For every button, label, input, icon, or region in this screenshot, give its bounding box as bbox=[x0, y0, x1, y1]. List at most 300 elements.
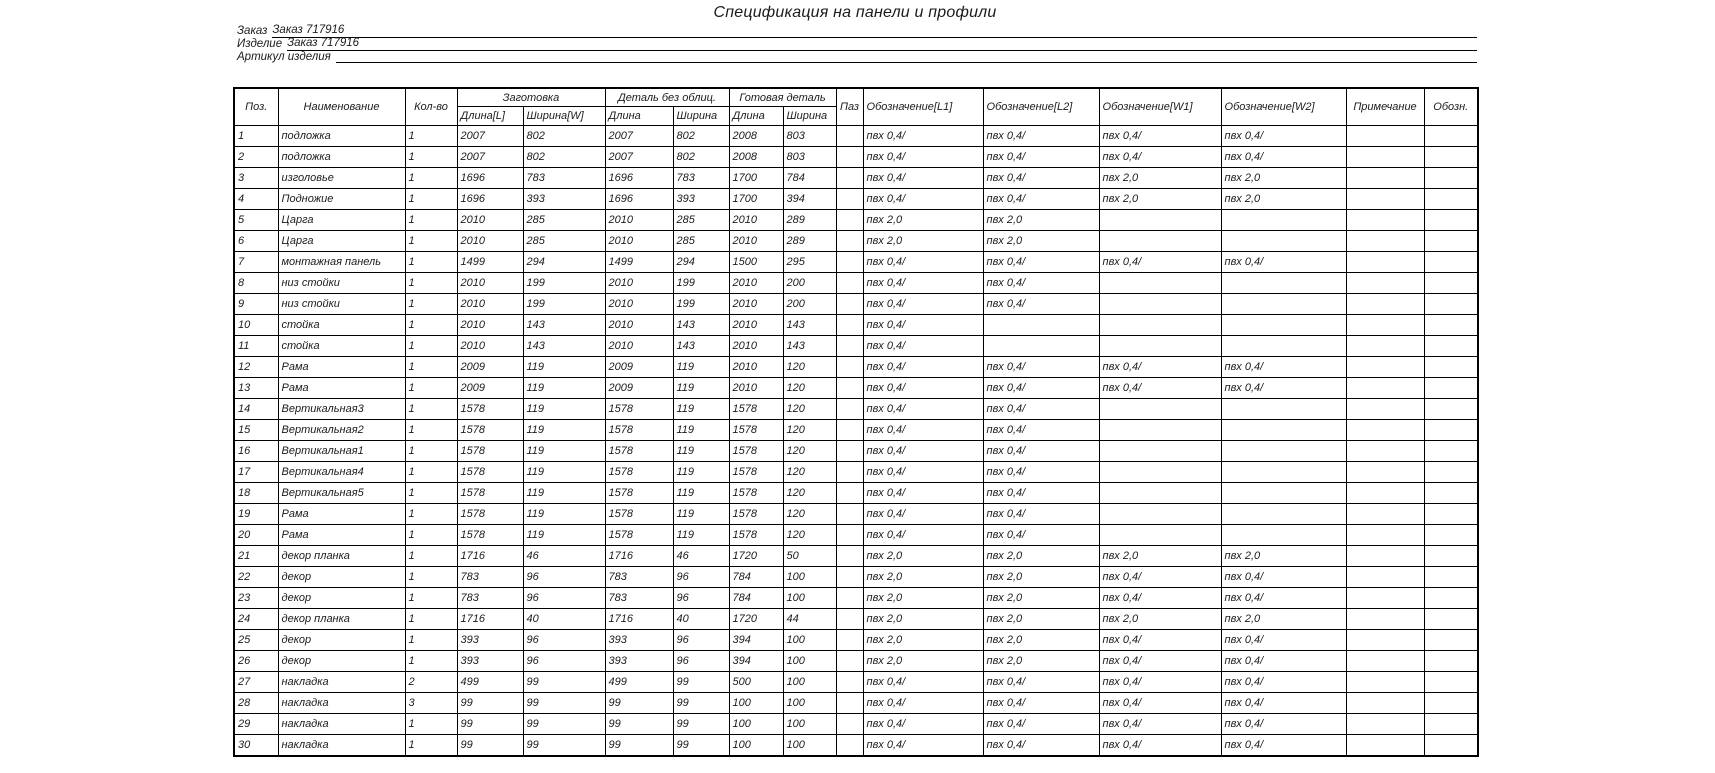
cell-note bbox=[1346, 609, 1424, 630]
cell-note bbox=[1346, 441, 1424, 462]
cell-blank-width: 119 bbox=[523, 504, 605, 525]
cell-detail-length: 2009 bbox=[605, 357, 673, 378]
cell-detail-width: 96 bbox=[673, 567, 729, 588]
cell-detail-length: 99 bbox=[605, 693, 673, 714]
cell-detail-length: 2010 bbox=[605, 336, 673, 357]
header-group-ready: Готовая деталь bbox=[729, 88, 836, 107]
cell-detail-width: 199 bbox=[673, 273, 729, 294]
cell-name: низ стойки bbox=[278, 273, 405, 294]
cell-pos: 21 bbox=[234, 546, 278, 567]
cell-mark-w1 bbox=[1099, 462, 1221, 483]
cell-obozn bbox=[1424, 504, 1478, 525]
cell-pos: 23 bbox=[234, 588, 278, 609]
cell-blank-width: 393 bbox=[523, 189, 605, 210]
cell-ready-width: 120 bbox=[783, 378, 836, 399]
cell-ready-length: 1578 bbox=[729, 462, 783, 483]
article-line bbox=[237, 51, 1477, 64]
table-row bbox=[234, 315, 1478, 336]
cell-ready-length: 1578 bbox=[729, 483, 783, 504]
cell-detail-width: 99 bbox=[673, 672, 729, 693]
cell-ready-width: 784 bbox=[783, 168, 836, 189]
cell-mark-l1: пвх 0,4/ bbox=[863, 252, 983, 273]
cell-name: Вертикальная3 bbox=[278, 399, 405, 420]
cell-mark-l1: пвх 0,4/ bbox=[863, 336, 983, 357]
cell-ready-width: 100 bbox=[783, 651, 836, 672]
cell-obozn bbox=[1424, 483, 1478, 504]
cell-obozn bbox=[1424, 147, 1478, 168]
table-row bbox=[234, 168, 1478, 189]
header-qty: Кол-во bbox=[405, 88, 457, 126]
cell-qty: 1 bbox=[405, 126, 457, 147]
cell-mark-w1 bbox=[1099, 441, 1221, 462]
cell-paz bbox=[836, 147, 863, 168]
cell-pos: 12 bbox=[234, 357, 278, 378]
cell-name: низ стойки bbox=[278, 294, 405, 315]
cell-ready-width: 100 bbox=[783, 630, 836, 651]
cell-blank-length: 1578 bbox=[457, 399, 523, 420]
cell-blank-width: 119 bbox=[523, 525, 605, 546]
cell-mark-l1: пвх 0,4/ bbox=[863, 441, 983, 462]
cell-detail-width: 199 bbox=[673, 294, 729, 315]
cell-note bbox=[1346, 147, 1424, 168]
table-row bbox=[234, 630, 1478, 651]
cell-ready-width: 100 bbox=[783, 735, 836, 757]
cell-blank-width: 99 bbox=[523, 735, 605, 757]
cell-mark-w2: пвх 2,0 bbox=[1221, 546, 1346, 567]
cell-ready-length: 2008 bbox=[729, 147, 783, 168]
table-row bbox=[234, 462, 1478, 483]
cell-note bbox=[1346, 714, 1424, 735]
header-note: Примечание bbox=[1346, 88, 1424, 126]
product-label: Изделие bbox=[237, 38, 283, 50]
cell-mark-l1: пвх 0,4/ bbox=[863, 126, 983, 147]
cell-mark-l1: пвх 0,4/ bbox=[863, 420, 983, 441]
cell-obozn bbox=[1424, 693, 1478, 714]
cell-paz bbox=[836, 462, 863, 483]
cell-mark-l2: пвх 2,0 bbox=[983, 588, 1099, 609]
cell-blank-width: 119 bbox=[523, 399, 605, 420]
cell-mark-l1: пвх 0,4/ bbox=[863, 735, 983, 757]
cell-obozn bbox=[1424, 357, 1478, 378]
cell-detail-length: 1578 bbox=[605, 462, 673, 483]
cell-mark-w2 bbox=[1221, 231, 1346, 252]
cell-blank-width: 119 bbox=[523, 357, 605, 378]
cell-blank-length: 2010 bbox=[457, 294, 523, 315]
cell-paz bbox=[836, 273, 863, 294]
cell-mark-w1: пвх 0,4/ bbox=[1099, 630, 1221, 651]
cell-qty: 1 bbox=[405, 315, 457, 336]
cell-pos: 29 bbox=[234, 714, 278, 735]
cell-mark-w1 bbox=[1099, 315, 1221, 336]
cell-mark-l2: пвх 0,4/ bbox=[983, 504, 1099, 525]
cell-obozn bbox=[1424, 567, 1478, 588]
cell-blank-length: 2007 bbox=[457, 147, 523, 168]
cell-qty: 1 bbox=[405, 189, 457, 210]
cell-note bbox=[1346, 735, 1424, 757]
table-row bbox=[234, 189, 1478, 210]
cell-qty: 1 bbox=[405, 567, 457, 588]
cell-obozn bbox=[1424, 462, 1478, 483]
cell-note bbox=[1346, 651, 1424, 672]
cell-paz bbox=[836, 714, 863, 735]
cell-mark-l1: пвх 0,4/ bbox=[863, 189, 983, 210]
cell-ready-length: 1700 bbox=[729, 168, 783, 189]
cell-mark-w2: пвх 0,4/ bbox=[1221, 693, 1346, 714]
cell-name: декор bbox=[278, 651, 405, 672]
cell-mark-w2 bbox=[1221, 315, 1346, 336]
cell-detail-width: 46 bbox=[673, 546, 729, 567]
order-line bbox=[237, 25, 1477, 38]
cell-pos: 8 bbox=[234, 273, 278, 294]
table-row bbox=[234, 567, 1478, 588]
cell-mark-w2 bbox=[1221, 462, 1346, 483]
cell-mark-w1: пвх 0,4/ bbox=[1099, 735, 1221, 757]
cell-detail-length: 2010 bbox=[605, 273, 673, 294]
cell-paz bbox=[836, 483, 863, 504]
cell-detail-width: 96 bbox=[673, 630, 729, 651]
cell-note bbox=[1346, 315, 1424, 336]
cell-blank-length: 1578 bbox=[457, 483, 523, 504]
cell-paz bbox=[836, 168, 863, 189]
cell-mark-w2: пвх 0,4/ bbox=[1221, 126, 1346, 147]
cell-mark-w1: пвх 0,4/ bbox=[1099, 378, 1221, 399]
cell-ready-length: 784 bbox=[729, 588, 783, 609]
cell-detail-length: 1578 bbox=[605, 525, 673, 546]
cell-note bbox=[1346, 378, 1424, 399]
cell-paz bbox=[836, 630, 863, 651]
cell-detail-width: 783 bbox=[673, 168, 729, 189]
cell-obozn bbox=[1424, 735, 1478, 757]
cell-ready-width: 120 bbox=[783, 357, 836, 378]
cell-note bbox=[1346, 525, 1424, 546]
cell-qty: 1 bbox=[405, 399, 457, 420]
cell-mark-w2: пвх 0,4/ bbox=[1221, 252, 1346, 273]
cell-obozn bbox=[1424, 252, 1478, 273]
cell-detail-length: 1578 bbox=[605, 399, 673, 420]
cell-mark-l1: пвх 2,0 bbox=[863, 231, 983, 252]
cell-paz bbox=[836, 399, 863, 420]
cell-blank-length: 2009 bbox=[457, 357, 523, 378]
cell-detail-length: 1716 bbox=[605, 546, 673, 567]
header-pos: Поз. bbox=[234, 88, 278, 126]
cell-mark-w1: пвх 2,0 bbox=[1099, 609, 1221, 630]
cell-ready-width: 50 bbox=[783, 546, 836, 567]
cell-paz bbox=[836, 231, 863, 252]
spec-table bbox=[233, 87, 1479, 757]
cell-ready-length: 100 bbox=[729, 693, 783, 714]
cell-detail-length: 783 bbox=[605, 588, 673, 609]
table-row bbox=[234, 483, 1478, 504]
cell-blank-width: 199 bbox=[523, 273, 605, 294]
cell-blank-width: 783 bbox=[523, 168, 605, 189]
cell-ready-width: 120 bbox=[783, 525, 836, 546]
cell-blank-length: 2007 bbox=[457, 126, 523, 147]
cell-mark-l2: пвх 0,4/ bbox=[983, 462, 1099, 483]
cell-detail-width: 119 bbox=[673, 399, 729, 420]
cell-ready-width: 120 bbox=[783, 504, 836, 525]
cell-qty: 1 bbox=[405, 273, 457, 294]
cell-paz bbox=[836, 210, 863, 231]
cell-blank-length: 783 bbox=[457, 567, 523, 588]
cell-name: Вертикальная5 bbox=[278, 483, 405, 504]
cell-paz bbox=[836, 315, 863, 336]
cell-name: декор bbox=[278, 630, 405, 651]
cell-pos: 4 bbox=[234, 189, 278, 210]
cell-paz bbox=[836, 252, 863, 273]
cell-mark-w1 bbox=[1099, 420, 1221, 441]
cell-blank-length: 2010 bbox=[457, 231, 523, 252]
cell-ready-length: 2010 bbox=[729, 378, 783, 399]
cell-mark-l2: пвх 0,4/ bbox=[983, 168, 1099, 189]
cell-ready-width: 143 bbox=[783, 315, 836, 336]
cell-detail-length: 393 bbox=[605, 630, 673, 651]
cell-mark-l2: пвх 0,4/ bbox=[983, 126, 1099, 147]
cell-paz bbox=[836, 504, 863, 525]
cell-ready-length: 784 bbox=[729, 567, 783, 588]
cell-blank-width: 96 bbox=[523, 630, 605, 651]
product-line bbox=[237, 38, 1477, 51]
cell-obozn bbox=[1424, 399, 1478, 420]
cell-obozn bbox=[1424, 609, 1478, 630]
cell-mark-l2: пвх 0,4/ bbox=[983, 273, 1099, 294]
cell-note bbox=[1346, 126, 1424, 147]
cell-qty: 1 bbox=[405, 252, 457, 273]
cell-detail-width: 294 bbox=[673, 252, 729, 273]
cell-ready-width: 295 bbox=[783, 252, 836, 273]
cell-mark-w2: пвх 2,0 bbox=[1221, 168, 1346, 189]
cell-detail-width: 119 bbox=[673, 504, 729, 525]
cell-mark-l1: пвх 0,4/ bbox=[863, 315, 983, 336]
cell-mark-l1: пвх 2,0 bbox=[863, 546, 983, 567]
cell-pos: 30 bbox=[234, 735, 278, 757]
cell-name: декор планка bbox=[278, 609, 405, 630]
cell-paz bbox=[836, 609, 863, 630]
cell-mark-l1: пвх 0,4/ bbox=[863, 714, 983, 735]
cell-detail-width: 96 bbox=[673, 588, 729, 609]
cell-name: накладка bbox=[278, 672, 405, 693]
cell-detail-length: 2010 bbox=[605, 210, 673, 231]
cell-blank-length: 2010 bbox=[457, 315, 523, 336]
cell-blank-width: 96 bbox=[523, 651, 605, 672]
cell-mark-l1: пвх 2,0 bbox=[863, 609, 983, 630]
cell-pos: 13 bbox=[234, 378, 278, 399]
cell-blank-width: 802 bbox=[523, 126, 605, 147]
cell-note bbox=[1346, 693, 1424, 714]
cell-mark-l1: пвх 0,4/ bbox=[863, 378, 983, 399]
header-obozn: Обозн. bbox=[1424, 88, 1478, 126]
cell-note bbox=[1346, 462, 1424, 483]
cell-ready-width: 394 bbox=[783, 189, 836, 210]
cell-qty: 2 bbox=[405, 672, 457, 693]
cell-paz bbox=[836, 525, 863, 546]
cell-mark-w1: пвх 2,0 bbox=[1099, 168, 1221, 189]
table-row bbox=[234, 357, 1478, 378]
cell-ready-width: 120 bbox=[783, 441, 836, 462]
cell-paz bbox=[836, 336, 863, 357]
cell-mark-l2: пвх 0,4/ bbox=[983, 714, 1099, 735]
cell-mark-l1: пвх 2,0 bbox=[863, 210, 983, 231]
cell-paz bbox=[836, 735, 863, 757]
cell-pos: 3 bbox=[234, 168, 278, 189]
cell-name: декор планка bbox=[278, 546, 405, 567]
cell-name: накладка bbox=[278, 714, 405, 735]
cell-detail-length: 2010 bbox=[605, 231, 673, 252]
cell-blank-length: 1716 bbox=[457, 546, 523, 567]
cell-mark-w2 bbox=[1221, 483, 1346, 504]
cell-pos: 25 bbox=[234, 630, 278, 651]
cell-mark-l1: пвх 0,4/ bbox=[863, 693, 983, 714]
cell-paz bbox=[836, 294, 863, 315]
cell-blank-width: 99 bbox=[523, 693, 605, 714]
cell-detail-width: 285 bbox=[673, 231, 729, 252]
cell-qty: 1 bbox=[405, 378, 457, 399]
cell-pos: 7 bbox=[234, 252, 278, 273]
cell-blank-length: 499 bbox=[457, 672, 523, 693]
cell-ready-width: 120 bbox=[783, 399, 836, 420]
cell-ready-width: 44 bbox=[783, 609, 836, 630]
cell-obozn bbox=[1424, 672, 1478, 693]
cell-detail-width: 285 bbox=[673, 210, 729, 231]
cell-ready-width: 143 bbox=[783, 336, 836, 357]
header-mark-l2: Обозначение[L2] bbox=[983, 88, 1099, 126]
table-row bbox=[234, 336, 1478, 357]
cell-name: стойка bbox=[278, 315, 405, 336]
cell-detail-length: 2009 bbox=[605, 378, 673, 399]
cell-detail-width: 96 bbox=[673, 651, 729, 672]
cell-obozn bbox=[1424, 630, 1478, 651]
cell-ready-width: 200 bbox=[783, 294, 836, 315]
cell-ready-width: 120 bbox=[783, 462, 836, 483]
cell-mark-l1: пвх 0,4/ bbox=[863, 504, 983, 525]
cell-blank-width: 285 bbox=[523, 231, 605, 252]
cell-ready-length: 1720 bbox=[729, 609, 783, 630]
cell-mark-l1: пвх 0,4/ bbox=[863, 672, 983, 693]
cell-paz bbox=[836, 420, 863, 441]
header-paz: Паз bbox=[836, 88, 863, 126]
cell-blank-length: 1578 bbox=[457, 462, 523, 483]
cell-ready-width: 120 bbox=[783, 420, 836, 441]
cell-blank-width: 119 bbox=[523, 462, 605, 483]
cell-detail-width: 802 bbox=[673, 126, 729, 147]
cell-obozn bbox=[1424, 315, 1478, 336]
cell-pos: 18 bbox=[234, 483, 278, 504]
cell-name: изголовье bbox=[278, 168, 405, 189]
cell-mark-l2: пвх 0,4/ bbox=[983, 693, 1099, 714]
cell-note bbox=[1346, 357, 1424, 378]
cell-ready-width: 100 bbox=[783, 672, 836, 693]
cell-obozn bbox=[1424, 336, 1478, 357]
cell-qty: 1 bbox=[405, 651, 457, 672]
cell-qty: 1 bbox=[405, 210, 457, 231]
cell-pos: 20 bbox=[234, 525, 278, 546]
cell-ready-width: 200 bbox=[783, 273, 836, 294]
cell-name: накладка bbox=[278, 693, 405, 714]
header-mark-l1: Обозначение[L1] bbox=[863, 88, 983, 126]
spec-table-body bbox=[234, 126, 1478, 757]
cell-blank-width: 119 bbox=[523, 483, 605, 504]
cell-pos: 10 bbox=[234, 315, 278, 336]
cell-name: Рама bbox=[278, 525, 405, 546]
cell-mark-l2: пвх 2,0 bbox=[983, 630, 1099, 651]
cell-detail-width: 143 bbox=[673, 336, 729, 357]
cell-mark-l2: пвх 0,4/ bbox=[983, 378, 1099, 399]
table-row bbox=[234, 399, 1478, 420]
cell-paz bbox=[836, 189, 863, 210]
cell-mark-w1 bbox=[1099, 399, 1221, 420]
cell-mark-w2: пвх 0,4/ bbox=[1221, 630, 1346, 651]
cell-name: Царга bbox=[278, 231, 405, 252]
cell-mark-w2: пвх 0,4/ bbox=[1221, 147, 1346, 168]
cell-obozn bbox=[1424, 546, 1478, 567]
cell-mark-l2: пвх 0,4/ bbox=[983, 189, 1099, 210]
cell-mark-w1 bbox=[1099, 210, 1221, 231]
table-row bbox=[234, 294, 1478, 315]
cell-qty: 1 bbox=[405, 441, 457, 462]
cell-qty: 1 bbox=[405, 546, 457, 567]
cell-ready-length: 2010 bbox=[729, 273, 783, 294]
cell-mark-w1: пвх 0,4/ bbox=[1099, 714, 1221, 735]
cell-mark-l1: пвх 0,4/ bbox=[863, 147, 983, 168]
cell-name: Вертикальная4 bbox=[278, 462, 405, 483]
cell-mark-w1: пвх 0,4/ bbox=[1099, 126, 1221, 147]
cell-name: Рама bbox=[278, 357, 405, 378]
cell-paz bbox=[836, 378, 863, 399]
cell-detail-width: 99 bbox=[673, 693, 729, 714]
cell-mark-l2: пвх 2,0 bbox=[983, 651, 1099, 672]
cell-blank-length: 1578 bbox=[457, 504, 523, 525]
table-row bbox=[234, 714, 1478, 735]
cell-mark-l1: пвх 0,4/ bbox=[863, 483, 983, 504]
cell-note bbox=[1346, 210, 1424, 231]
cell-mark-l1: пвх 0,4/ bbox=[863, 357, 983, 378]
cell-pos: 19 bbox=[234, 504, 278, 525]
cell-detail-width: 119 bbox=[673, 483, 729, 504]
table-row bbox=[234, 735, 1478, 757]
cell-qty: 1 bbox=[405, 168, 457, 189]
cell-blank-width: 99 bbox=[523, 714, 605, 735]
cell-paz bbox=[836, 567, 863, 588]
cell-ready-length: 2008 bbox=[729, 126, 783, 147]
cell-pos: 15 bbox=[234, 420, 278, 441]
cell-mark-w2 bbox=[1221, 441, 1346, 462]
cell-note bbox=[1346, 273, 1424, 294]
cell-detail-width: 119 bbox=[673, 462, 729, 483]
cell-qty: 1 bbox=[405, 609, 457, 630]
cell-mark-w1: пвх 0,4/ bbox=[1099, 147, 1221, 168]
cell-detail-width: 119 bbox=[673, 378, 729, 399]
cell-ready-length: 1578 bbox=[729, 420, 783, 441]
table-row bbox=[234, 672, 1478, 693]
cell-mark-w1: пвх 0,4/ bbox=[1099, 252, 1221, 273]
cell-mark-w2 bbox=[1221, 399, 1346, 420]
cell-pos: 27 bbox=[234, 672, 278, 693]
cell-ready-length: 1578 bbox=[729, 504, 783, 525]
cell-ready-length: 1578 bbox=[729, 525, 783, 546]
cell-blank-length: 99 bbox=[457, 735, 523, 757]
cell-mark-w2: пвх 0,4/ bbox=[1221, 672, 1346, 693]
cell-pos: 1 bbox=[234, 126, 278, 147]
cell-detail-width: 99 bbox=[673, 714, 729, 735]
cell-blank-length: 1696 bbox=[457, 189, 523, 210]
cell-mark-l2: пвх 0,4/ bbox=[983, 294, 1099, 315]
cell-blank-width: 285 bbox=[523, 210, 605, 231]
cell-mark-w1: пвх 0,4/ bbox=[1099, 588, 1221, 609]
cell-paz bbox=[836, 588, 863, 609]
header-detail-width: Ширина bbox=[673, 107, 729, 126]
header-mark-w2: Обозначение[W2] bbox=[1221, 88, 1346, 126]
cell-name: Рама bbox=[278, 378, 405, 399]
cell-mark-l1: пвх 0,4/ bbox=[863, 525, 983, 546]
